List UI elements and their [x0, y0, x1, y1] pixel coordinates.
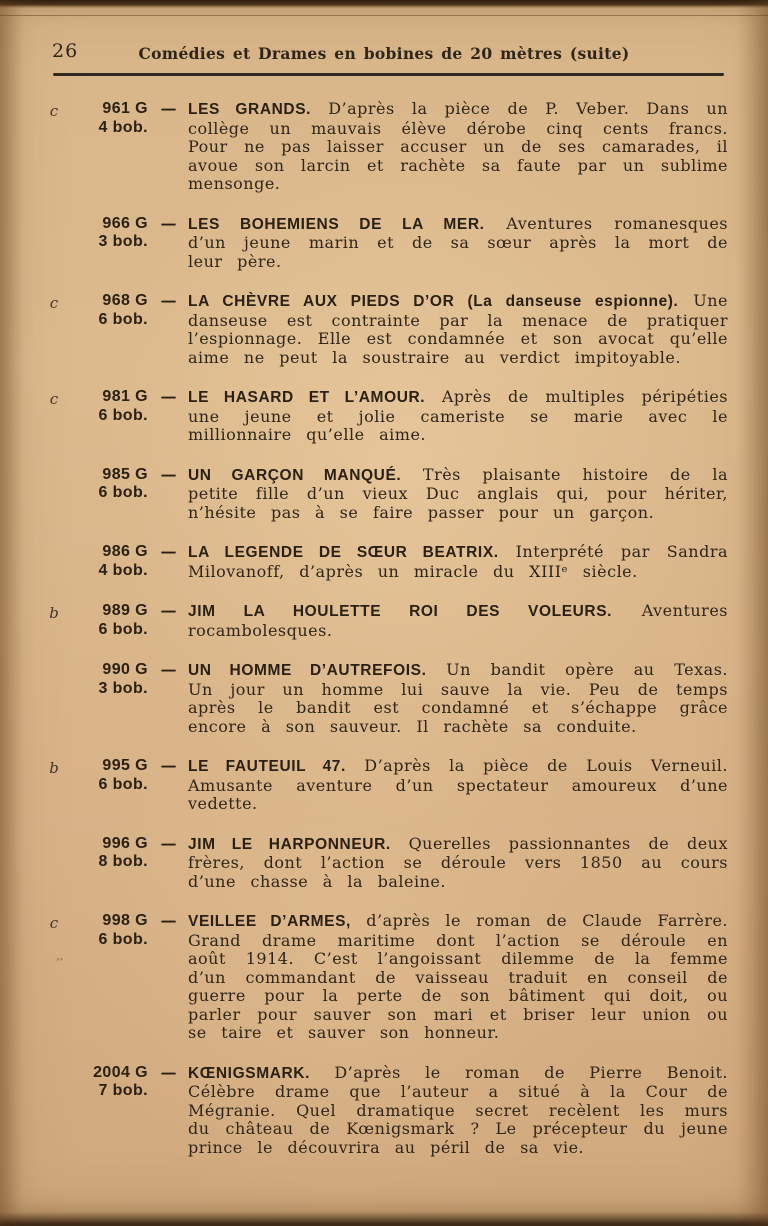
entry-text — [188, 388, 728, 445]
entry-reels: 6 bob. — [98, 406, 148, 424]
entries-list — [0, 100, 768, 1157]
entry-marker: b — [49, 604, 59, 622]
entry-dash: — — [160, 833, 176, 853]
catalog-entry — [0, 215, 768, 272]
entry-text — [188, 835, 728, 892]
catalog-entry — [0, 602, 768, 640]
catalog-entry — [0, 292, 768, 367]
stray-mark: ’’ — [56, 956, 63, 969]
catalog-entry — [0, 661, 768, 736]
entry-code-block — [68, 100, 148, 137]
entry-reels: 4 bob. — [98, 561, 148, 579]
entry-code: 998 G — [102, 912, 148, 929]
catalog-entry — [0, 835, 768, 892]
entry-title: JIM LE HARPONNEUR. — [188, 835, 391, 853]
entry-marker — [40, 1064, 68, 1066]
entry-dash: — — [160, 911, 176, 930]
entry-title: UN HOMME D’AUTREFOIS. — [188, 662, 427, 679]
entry-description: Après de multiples péripéties une jeune et jolie cameriste se marie avec le millionnaire qu’elle aime. — [188, 387, 728, 444]
entry-marker: c — [49, 294, 59, 312]
catalog-entry — [0, 1064, 768, 1158]
entry-marker: c — [49, 102, 59, 120]
entry-title: UN GARÇON MANQUÉ. — [188, 466, 402, 484]
entry-code: 989 G — [102, 602, 148, 619]
entry-code: 961 G — [102, 100, 148, 117]
page-number: 26 — [52, 40, 79, 62]
entry-title: LES GRANDS. — [188, 101, 312, 118]
entry-code: 996 G — [102, 834, 148, 852]
entry-reels: 6 bob. — [98, 620, 148, 638]
entry-description: D’après le roman de Pierre Benoit. Célèbre drame que l’auteur a situé à la Cour de Mégranie. Quel dramatique secret recèlent les murs du château de Kœnigsmark ? Le précepteur du jeune prince le découvrira au péril de sa vie. — [188, 1062, 728, 1157]
scan-edge-bottom — [0, 1212, 768, 1226]
entry-code-block — [68, 661, 148, 698]
entry-reels: 3 bob. — [98, 233, 148, 250]
entry-marker — [40, 466, 68, 468]
entry-description: Un bandit opère au Texas. Un jour un homme lui sauve la vie. Peu de temps après le bandit est condamné et s’échappe grâce encore à son sauveur. Il rachète sa conduite. — [188, 660, 729, 736]
entry-code-block — [68, 292, 148, 329]
entry-code-block — [68, 543, 148, 580]
entry-title: LES BOHEMIENS DE LA MER. — [188, 215, 485, 233]
entry-description: Aventures romanesques d’un jeune marin et de sa sœur après la mort de leur père. — [188, 213, 729, 271]
entry-dash: — — [160, 387, 176, 406]
entry-description: Interprété par Sandra Milovanoff, d’après un miracle du XIIIᵉ siècle. — [188, 542, 729, 581]
entry-code: 985 G — [102, 465, 148, 483]
entry-text — [188, 602, 728, 640]
entry-code-block — [68, 912, 148, 949]
entry-code: 990 G — [102, 661, 148, 678]
entry-title: LA CHÈVRE AUX PIEDS D’OR (La danseuse espionne). — [188, 293, 679, 310]
entry-reels: 6 bob. — [98, 484, 148, 501]
page-header — [0, 0, 768, 86]
entry-dash: — — [160, 1062, 176, 1082]
entry-code-block — [68, 1064, 148, 1101]
entry-code: 986 G — [102, 543, 148, 560]
entry-reels: 4 bob. — [98, 118, 148, 136]
entry-description: D’après la pièce de P. Veber. Dans un collège un mauvais élève dérobe cinq cents francs. Pour ne pas laisser accuser un de ses camarades, il avoue son larcin et rachète sa faute par un sublime mensonge. — [188, 99, 728, 193]
entry-reels: 6 bob. — [98, 930, 148, 948]
entry-code-block — [68, 602, 148, 639]
entry-dash: — — [160, 291, 176, 310]
entry-title: LE FAUTEUIL 47. — [188, 758, 346, 775]
entry-code-block — [68, 466, 148, 503]
entry-dash: — — [160, 213, 176, 233]
entry-title: LA LEGENDE DE SŒUR BEATRIX. — [188, 544, 499, 561]
catalog-entry — [0, 466, 768, 523]
entry-code: 2004 G — [93, 1063, 148, 1081]
entry-reels: 8 bob. — [98, 853, 148, 870]
entry-text — [188, 1064, 728, 1158]
entry-marker — [40, 543, 68, 545]
entry-dash: — — [160, 99, 176, 118]
entry-code: 968 G — [102, 292, 148, 309]
entry-code: 981 G — [102, 388, 148, 405]
entry-dash: — — [160, 464, 176, 484]
entry-title: JIM LA HOULETTE ROI DES VOLEURS. — [188, 603, 613, 620]
entry-reels: 7 bob. — [98, 1082, 148, 1099]
entry-description: D’après la pièce de Louis Verneuil. Amusante aventure d’un spectateur amoureux d’une vedette. — [188, 756, 728, 813]
entry-text — [188, 757, 728, 814]
entry-text — [188, 100, 728, 194]
entry-text — [188, 215, 728, 272]
entry-text — [188, 912, 728, 1043]
entry-text — [188, 292, 728, 367]
entry-description: Aventures rocambolesques. — [188, 601, 728, 640]
entry-dash: — — [160, 601, 176, 620]
entry-reels: 6 bob. — [98, 775, 148, 793]
entry-marker — [40, 215, 68, 217]
entry-title: KŒNIGSMARK. — [188, 1064, 310, 1082]
catalog-entry — [0, 757, 768, 814]
entry-marker — [40, 661, 68, 663]
entry-dash: — — [160, 542, 176, 561]
entry-reels: 6 bob. — [98, 310, 148, 328]
page-title: Comédies et Drames en bobines de 20 mètres (suite) — [138, 44, 630, 63]
entry-text — [188, 661, 728, 736]
entry-dash: — — [160, 756, 176, 775]
entry-description: Très plaisante histoire de la petite fille d’un vieux Duc anglais qui, pour hériter, n’hésite pas à se faire passer pour un garçon. — [188, 464, 729, 522]
catalog-entry — [0, 912, 768, 1043]
entry-description: Querelles passionnantes de deux frères, dont l’action se déroule vers 1850 au cours d’une chasse à la baleine. — [188, 833, 729, 891]
entry-marker — [40, 835, 68, 837]
entry-description: Une danseuse est contrainte par la menace de pratiquer l’espionnage. Elle est condamnée et son avocat qu’elle aime ne peut la soustraire au verdict impitoyable. — [188, 291, 728, 367]
entry-dash: — — [160, 660, 176, 679]
entry-code-block — [68, 835, 148, 872]
entry-title: LE HASARD ET L’AMOUR. — [188, 389, 426, 406]
header-rule — [53, 73, 724, 76]
entry-marker: c — [49, 914, 59, 932]
entry-description: d’après le roman de Claude Farrère. Grand drame maritime dont l’action se déroule en août 1914. C’est l’angoissant dilemme de la femme d’un commandant de vaisseau traduit en conseil de guerre pour la perte de son bâtiment qui doit, ou parler pour sauver son mari et briser leur union ou se taire et sauver son honneur. — [188, 911, 728, 1042]
catalog-entry — [0, 100, 768, 194]
entry-code-block — [68, 757, 148, 794]
entry-code-block — [68, 388, 148, 425]
entry-text — [188, 543, 728, 581]
entry-reels: 3 bob. — [98, 679, 148, 697]
catalog-entry — [0, 543, 768, 581]
entry-marker: c — [49, 390, 59, 408]
catalog-entry — [0, 388, 768, 445]
entry-code: 995 G — [102, 757, 148, 774]
entry-text — [188, 466, 728, 523]
entry-marker: b — [49, 759, 59, 777]
entry-title: VEILLEE D’ARMES, — [188, 913, 351, 930]
entry-code: 966 G — [102, 214, 148, 232]
entry-code-block — [68, 215, 148, 252]
